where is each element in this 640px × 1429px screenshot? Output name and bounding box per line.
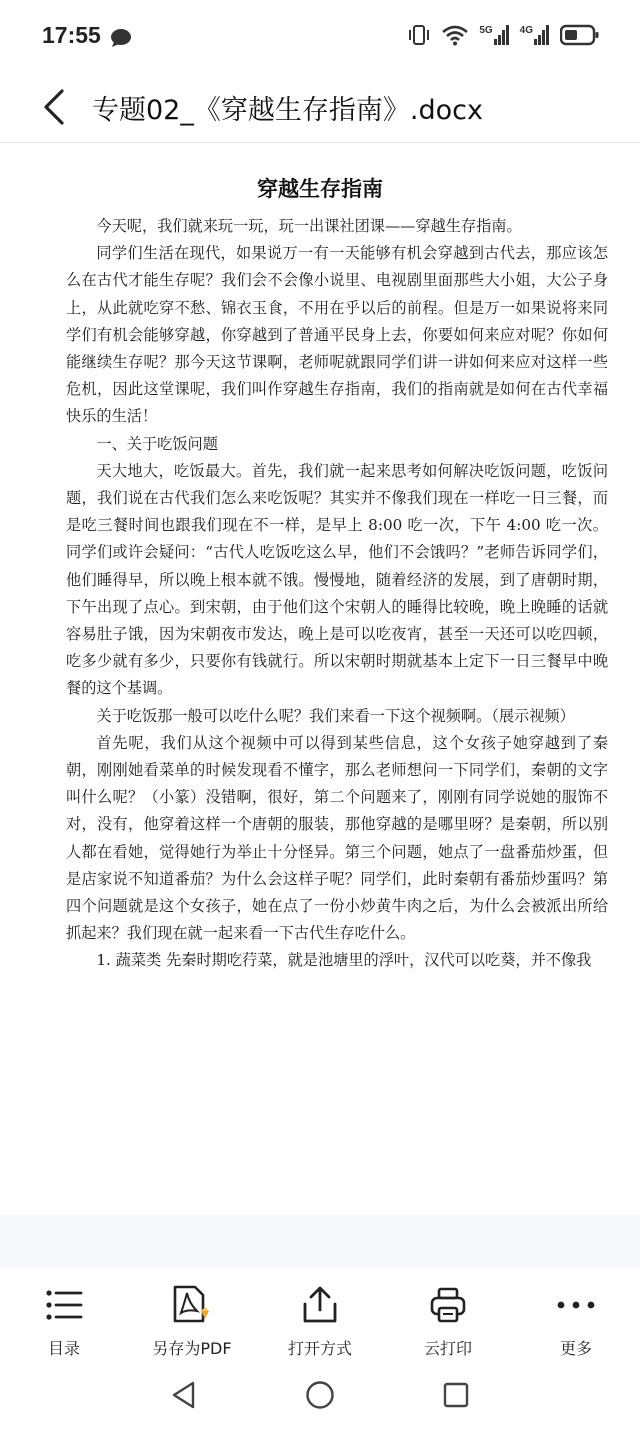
- toc-button[interactable]: [34, 1268, 94, 1363]
- document-title: 专题02_《穿越生存指南》.docx: [92, 95, 483, 126]
- more-icon: [556, 1300, 596, 1310]
- paragraph: 首先呢，我们从这个视频中可以得到某些信息，这个女孩子她穿越到了秦朝，刚刚她看菜单的时候发现看不懂字，那么老师想问一下同学们，秦朝的文字叫什么呢？（小篆）没错啊，很好，第二个问题来了，刚刚有同学说她的服饰不对，没有，他穿着这样一个唐朝的服装，那他穿越的是哪里呀？是秦朝，所以别人都在看她，觉得她行为举止十分怪异。第三个问题，她点了一盘番茄炒蛋，但是店家说不知道番茄？为什么会这样子呢？同学们，此时秦朝有番茄炒蛋吗？第四个问题就是这个女孩子，她在点了一份小炒黄牛肉之后，为什么会被派出所给抓起来？我们现在就一起来看一下古代生存吃什么。: [66, 733, 608, 943]
- pdf-icon: [171, 1285, 213, 1325]
- document-view[interactable]: [0, 143, 640, 1215]
- signal-4g-label: 4G: [519, 25, 533, 36]
- page-separator: [0, 1215, 640, 1268]
- document-body: [66, 213, 608, 975]
- save-as-pdf-label: 另存为PDF: [152, 1339, 232, 1358]
- status-time: 17:55: [42, 22, 101, 48]
- more-label: 更多: [559, 1339, 592, 1358]
- battery-icon: [560, 24, 600, 46]
- system-nav-bar: [0, 1363, 640, 1429]
- cloud-print-label: 云打印: [423, 1339, 472, 1358]
- signal-bars-1-icon: [494, 25, 510, 45]
- save-as-pdf-button[interactable]: [140, 1268, 244, 1363]
- recents-square-icon: [442, 1381, 470, 1409]
- signal-4g: [520, 25, 550, 45]
- status-icons: [407, 24, 600, 46]
- nav-back-button[interactable]: [164, 1375, 204, 1415]
- signal-5g: [479, 25, 509, 45]
- nav-home-button[interactable]: [300, 1375, 340, 1415]
- chat-bubble-icon: [110, 28, 132, 48]
- chevron-left-icon: [42, 89, 66, 125]
- signal-bars-2-icon: [534, 25, 550, 45]
- paragraph: 1. 蔬菜类 先秦时期吃荇菜，就是池塘里的浮叶，汉代可以吃葵，并不像我: [96, 951, 592, 970]
- home-circle-icon: [305, 1380, 335, 1410]
- signal-5g-label: 5G: [479, 25, 493, 36]
- status-bar: [0, 0, 640, 76]
- share-icon: [302, 1286, 338, 1324]
- vibrate-icon: [407, 24, 431, 46]
- paragraph: 关于吃饭那一般可以吃什么呢？我们来看一下这个视频啊。（展示视频）: [96, 706, 575, 725]
- paragraph: 天大地大，吃饭最大。首先，我们就一起来思考如何解决吃饭问题，吃饭问题，我们说在古代我们怎么来吃饭呢？其实并不像我们现在一样吃一日三餐，而是吃三餐时间也跟我们现在不一样，是早上 8:00 吃一次，下午 4:00 吃一次。同学们或许会疑问：“古代人吃饭吃这么早，他们不会饿吗？”老师告诉同学们，他们睡得早，所以晚上根本就不饿。慢慢地，随着经济的发展，到了唐朝时期，下午出现了点心。到宋朝，由于他们这个宋朝人的睡得比较晚，晚上晚睡的话就容易肚子饿，因为宋朝夜市发达，晚上是可以吃夜宵，甚至一天还可以吃四顿，吃多少就有多少，只要你有钱就行。所以宋朝时期就基本上定下一日三餐早中晚餐的这个基调。: [66, 461, 608, 698]
- document-heading: 穿越生存指南: [257, 176, 383, 201]
- paragraph: 同学们生活在现代，如果说万一有一天能够有机会穿越到古代去，那应该怎么在古代才能生存呢？我们会不会像小说里、电视剧里面那些大小姐，大公子身上，从此就吃穿不愁、锦衣玉食，不用在乎以后的前程。但是万一如果说将来同学们有机会能够穿越，你穿越到了普通平民身上去，你要如何来应对呢？你如何能继续生存呢？那今天这节课啊，老师呢就跟同学们讲一讲如何来应对这样一些危机，因此这堂课呢，我们叫作穿越生存指南，我们的指南就是如何在古代幸福快乐的生活！: [66, 244, 608, 426]
- more-button[interactable]: [546, 1268, 606, 1363]
- list-icon: [45, 1288, 83, 1322]
- section-heading: 一、关于吃饭问题: [96, 434, 218, 453]
- back-button[interactable]: [36, 84, 72, 130]
- back-triangle-icon: [170, 1380, 198, 1410]
- cloud-print-button[interactable]: [414, 1268, 482, 1363]
- nav-recents-button[interactable]: [436, 1375, 476, 1415]
- app-header: [0, 76, 640, 143]
- bottom-toolbar: [0, 1268, 640, 1363]
- wifi-icon: [441, 24, 469, 46]
- paragraph: 今天呢，我们就来玩一玩，玩一出课社团课——穿越生存指南。: [96, 217, 522, 235]
- toc-label: 目录: [47, 1339, 80, 1358]
- open-with-button[interactable]: [278, 1268, 362, 1363]
- open-with-label: 打开方式: [287, 1339, 352, 1358]
- printer-icon: [429, 1286, 467, 1324]
